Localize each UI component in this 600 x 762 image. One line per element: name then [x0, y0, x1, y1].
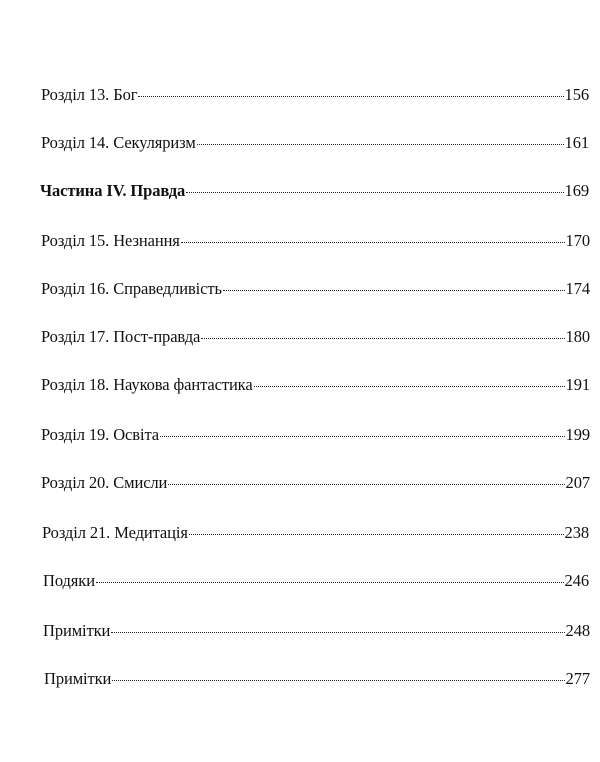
toc-entry: [41, 278, 590, 300]
toc-entry-title: Подяки: [43, 571, 95, 590]
toc-entry: [41, 472, 590, 494]
toc-entry: [41, 132, 589, 154]
toc-entry: [43, 620, 590, 642]
toc-page-number: 246: [564, 571, 589, 590]
toc-entry: [43, 570, 589, 592]
toc-dot-leader: [189, 534, 564, 535]
toc-entry-title: Частина IV. Правда: [40, 181, 186, 200]
toc-part-heading: [40, 180, 589, 202]
toc-entry-title: Розділ 21. Медитація: [42, 523, 188, 542]
toc-entry: [42, 522, 589, 544]
toc-entry-title: Розділ 14. Секуляризм: [41, 133, 196, 152]
toc-dot-leader: [160, 436, 565, 437]
toc-page-number: 238: [564, 523, 589, 542]
toc-entry: [41, 84, 589, 106]
toc-dot-leader: [197, 144, 564, 145]
toc-page-number: 161: [564, 133, 589, 152]
toc-page-number: 174: [565, 279, 590, 298]
toc-page-number: 207: [565, 473, 590, 492]
toc-entry-title: Розділ 17. Пост-правда: [41, 327, 201, 346]
toc-page-number: 248: [565, 621, 590, 640]
toc-dot-leader: [96, 582, 564, 583]
toc-entry-title: Розділ 18. Наукова фантастика: [41, 375, 253, 394]
toc-page-number: 169: [564, 181, 589, 200]
toc-page-number: 180: [565, 327, 590, 346]
toc-entry: [41, 230, 590, 252]
toc-dot-leader: [201, 338, 564, 339]
toc-page-number: 191: [565, 375, 590, 394]
toc-entry-title: Розділ 20. Смисли: [41, 473, 168, 492]
toc-dot-leader: [223, 290, 565, 291]
toc-entry-title: Примітки: [43, 621, 111, 640]
toc-entry-title: Розділ 19. Освіта: [41, 425, 159, 444]
toc-dot-leader: [138, 96, 563, 97]
toc-entry-title: Розділ 15. Незнання: [41, 231, 180, 250]
toc-dot-leader: [168, 484, 564, 485]
toc-dot-leader: [254, 386, 565, 387]
toc-entry-title: Розділ 16. Справедливість: [41, 279, 222, 298]
toc-dot-leader: [181, 242, 565, 243]
toc-entry: [41, 326, 590, 348]
toc-page-number: 199: [565, 425, 590, 444]
toc-dot-leader: [111, 632, 564, 633]
toc-page-number: 277: [565, 669, 590, 688]
toc-entry-title: Розділ 13. Бог: [41, 85, 138, 104]
toc-entry: [41, 424, 590, 446]
toc-entry-title: Примітки: [44, 669, 112, 688]
toc-dot-leader: [112, 680, 564, 681]
toc-page-number: 170: [565, 231, 590, 250]
toc-page-number: 156: [564, 85, 589, 104]
toc-entry: [41, 374, 590, 396]
toc-entry: [44, 668, 590, 690]
toc-dot-leader: [186, 192, 563, 193]
